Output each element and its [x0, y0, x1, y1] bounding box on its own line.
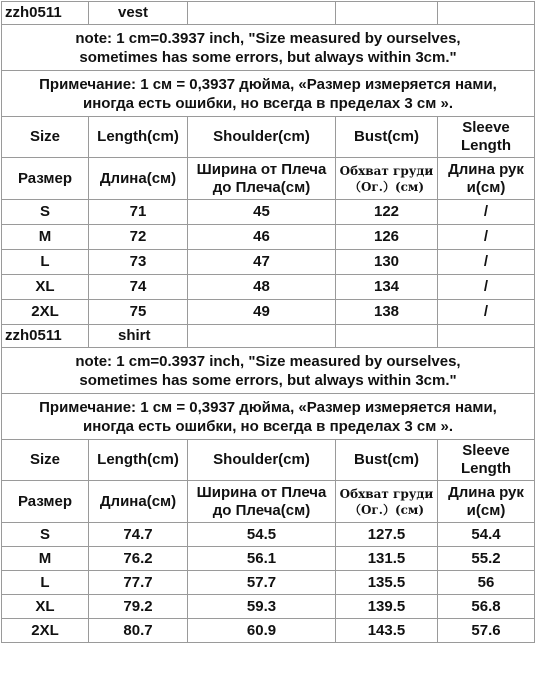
header-line: и(см) [466, 178, 506, 196]
product-code: zzh0511 [2, 325, 89, 348]
size-cell: S [2, 523, 89, 547]
length-cell: 71 [89, 200, 188, 225]
sleeve-cell: 57.6 [438, 619, 535, 643]
sleeve-cell: / [438, 300, 535, 325]
sleeve-cell: / [438, 200, 535, 225]
header-line: （Ог.）(см) [348, 502, 425, 517]
header-row-russian [2, 481, 535, 523]
bust-cell: 139.5 [336, 595, 438, 619]
header-line: Обхват груди [339, 486, 434, 501]
note-line: Примечание: 1 см = 0,3937 дюйма, «Размер измеряется нами, [39, 398, 497, 416]
sleeve-cell: 55.2 [438, 547, 535, 571]
bust-cell: 143.5 [336, 619, 438, 643]
sleeve-cell: 56.8 [438, 595, 535, 619]
note-russian-row [2, 71, 535, 117]
shoulder-cell: 45 [188, 200, 336, 225]
header-line: Length [461, 460, 511, 477]
column-header: Размер [2, 481, 89, 523]
length-cell: 74.7 [89, 523, 188, 547]
product-code-row [2, 2, 535, 25]
size-cell: L [2, 250, 89, 275]
shoulder-cell: 47 [188, 250, 336, 275]
length-cell: 80.7 [89, 619, 188, 643]
note-line: note: 1 cm=0.3937 inch, "Size measured by ourselves, [75, 29, 461, 47]
shoulder-cell: 48 [188, 275, 336, 300]
bust-cell: 134 [336, 275, 438, 300]
empty-cell [188, 325, 336, 348]
measurement-note-russian [2, 394, 535, 440]
table-row [2, 547, 535, 571]
column-header: Size [2, 440, 89, 481]
column-header: Size [2, 117, 89, 158]
column-header [188, 481, 336, 523]
length-cell: 73 [89, 250, 188, 275]
length-cell: 76.2 [89, 547, 188, 571]
empty-cell [438, 2, 535, 25]
empty-cell [188, 2, 336, 25]
length-cell: 72 [89, 225, 188, 250]
bust-cell: 126 [336, 225, 438, 250]
size-cell: 2XL [2, 300, 89, 325]
shoulder-cell: 57.7 [188, 571, 336, 595]
header-line: Sleeve [462, 442, 510, 459]
sleeve-cell: / [438, 275, 535, 300]
bust-cell: 131.5 [336, 547, 438, 571]
size-cell: XL [2, 595, 89, 619]
table-row [2, 571, 535, 595]
bust-cell: 138 [336, 300, 438, 325]
table-row [2, 300, 535, 325]
size-cell: S [2, 200, 89, 225]
column-header: Bust(cm) [336, 117, 438, 158]
length-cell: 79.2 [89, 595, 188, 619]
header-row-english [2, 117, 535, 158]
column-header [336, 481, 438, 523]
header-line: Длина рук [448, 160, 524, 178]
column-header: Length(cm) [89, 440, 188, 481]
size-cell: L [2, 571, 89, 595]
header-line: Ширина от Плеча [196, 160, 327, 178]
sleeve-cell: / [438, 250, 535, 275]
bust-cell: 135.5 [336, 571, 438, 595]
note-line: иногда есть ошибки, но всегда в пределах 3 см ». [82, 417, 454, 435]
column-header [188, 158, 336, 200]
shoulder-cell: 49 [188, 300, 336, 325]
note-english-row [2, 25, 535, 71]
column-header: Shoulder(cm) [188, 440, 336, 481]
shoulder-cell: 46 [188, 225, 336, 250]
sleeve-cell: 54.4 [438, 523, 535, 547]
length-cell: 77.7 [89, 571, 188, 595]
note-english-row [2, 348, 535, 394]
note-line: Примечание: 1 см = 0,3937 дюйма, «Размер измеряется нами, [39, 75, 497, 93]
table-row [2, 523, 535, 547]
size-cell: XL [2, 275, 89, 300]
note-line: note: 1 cm=0.3937 inch, "Size measured by ourselves, [75, 352, 461, 370]
table-row [2, 250, 535, 275]
header-row-russian [2, 158, 535, 200]
bust-cell: 130 [336, 250, 438, 275]
product-type: shirt [89, 325, 188, 348]
table-row [2, 595, 535, 619]
header-row-english [2, 440, 535, 481]
column-header [438, 481, 535, 523]
note-line: sometimes has some errors, but always within 3cm." [79, 371, 457, 389]
shoulder-cell: 60.9 [188, 619, 336, 643]
column-header [438, 158, 535, 200]
header-line: Ширина от Плеча [196, 483, 327, 501]
size-cell: M [2, 547, 89, 571]
product-code: zzh0511 [2, 2, 89, 25]
header-line: Длина рук [448, 483, 524, 501]
size-cell: 2XL [2, 619, 89, 643]
shoulder-cell: 56.1 [188, 547, 336, 571]
header-line: и(см) [466, 501, 506, 519]
product-code-row [2, 325, 535, 348]
header-line: （Ог.）(см) [348, 179, 425, 194]
product-type: vest [89, 2, 188, 25]
measurement-note-russian [2, 71, 535, 117]
shoulder-cell: 54.5 [188, 523, 336, 547]
size-cell: M [2, 225, 89, 250]
header-line: до Плеча(см) [212, 178, 311, 196]
table-row [2, 619, 535, 643]
size-chart-sheet [1, 1, 535, 643]
table-row [2, 275, 535, 300]
column-header: Bust(cm) [336, 440, 438, 481]
length-cell: 75 [89, 300, 188, 325]
column-header [336, 158, 438, 200]
empty-cell [336, 2, 438, 25]
measurement-note-english [2, 348, 535, 394]
shoulder-cell: 59.3 [188, 595, 336, 619]
empty-cell [438, 325, 535, 348]
header-line: до Плеча(см) [212, 501, 311, 519]
column-header: Длина(см) [89, 481, 188, 523]
table-row [2, 225, 535, 250]
sleeve-cell: / [438, 225, 535, 250]
sleeve-cell: 56 [438, 571, 535, 595]
note-line: sometimes has some errors, but always within 3cm." [79, 48, 457, 66]
column-header: Length(cm) [89, 117, 188, 158]
empty-cell [336, 325, 438, 348]
column-header: Длина(см) [89, 158, 188, 200]
column-header [438, 440, 535, 481]
length-cell: 74 [89, 275, 188, 300]
header-line: Length [461, 137, 511, 154]
header-line: Sleeve [462, 119, 510, 136]
measurement-note-english [2, 25, 535, 71]
bust-cell: 122 [336, 200, 438, 225]
table-row [2, 200, 535, 225]
column-header: Shoulder(cm) [188, 117, 336, 158]
column-header: Размер [2, 158, 89, 200]
note-russian-row [2, 394, 535, 440]
bust-cell: 127.5 [336, 523, 438, 547]
header-line: Обхват груди [339, 163, 434, 178]
column-header [438, 117, 535, 158]
note-line: иногда есть ошибки, но всегда в пределах 3 см ». [82, 94, 454, 112]
